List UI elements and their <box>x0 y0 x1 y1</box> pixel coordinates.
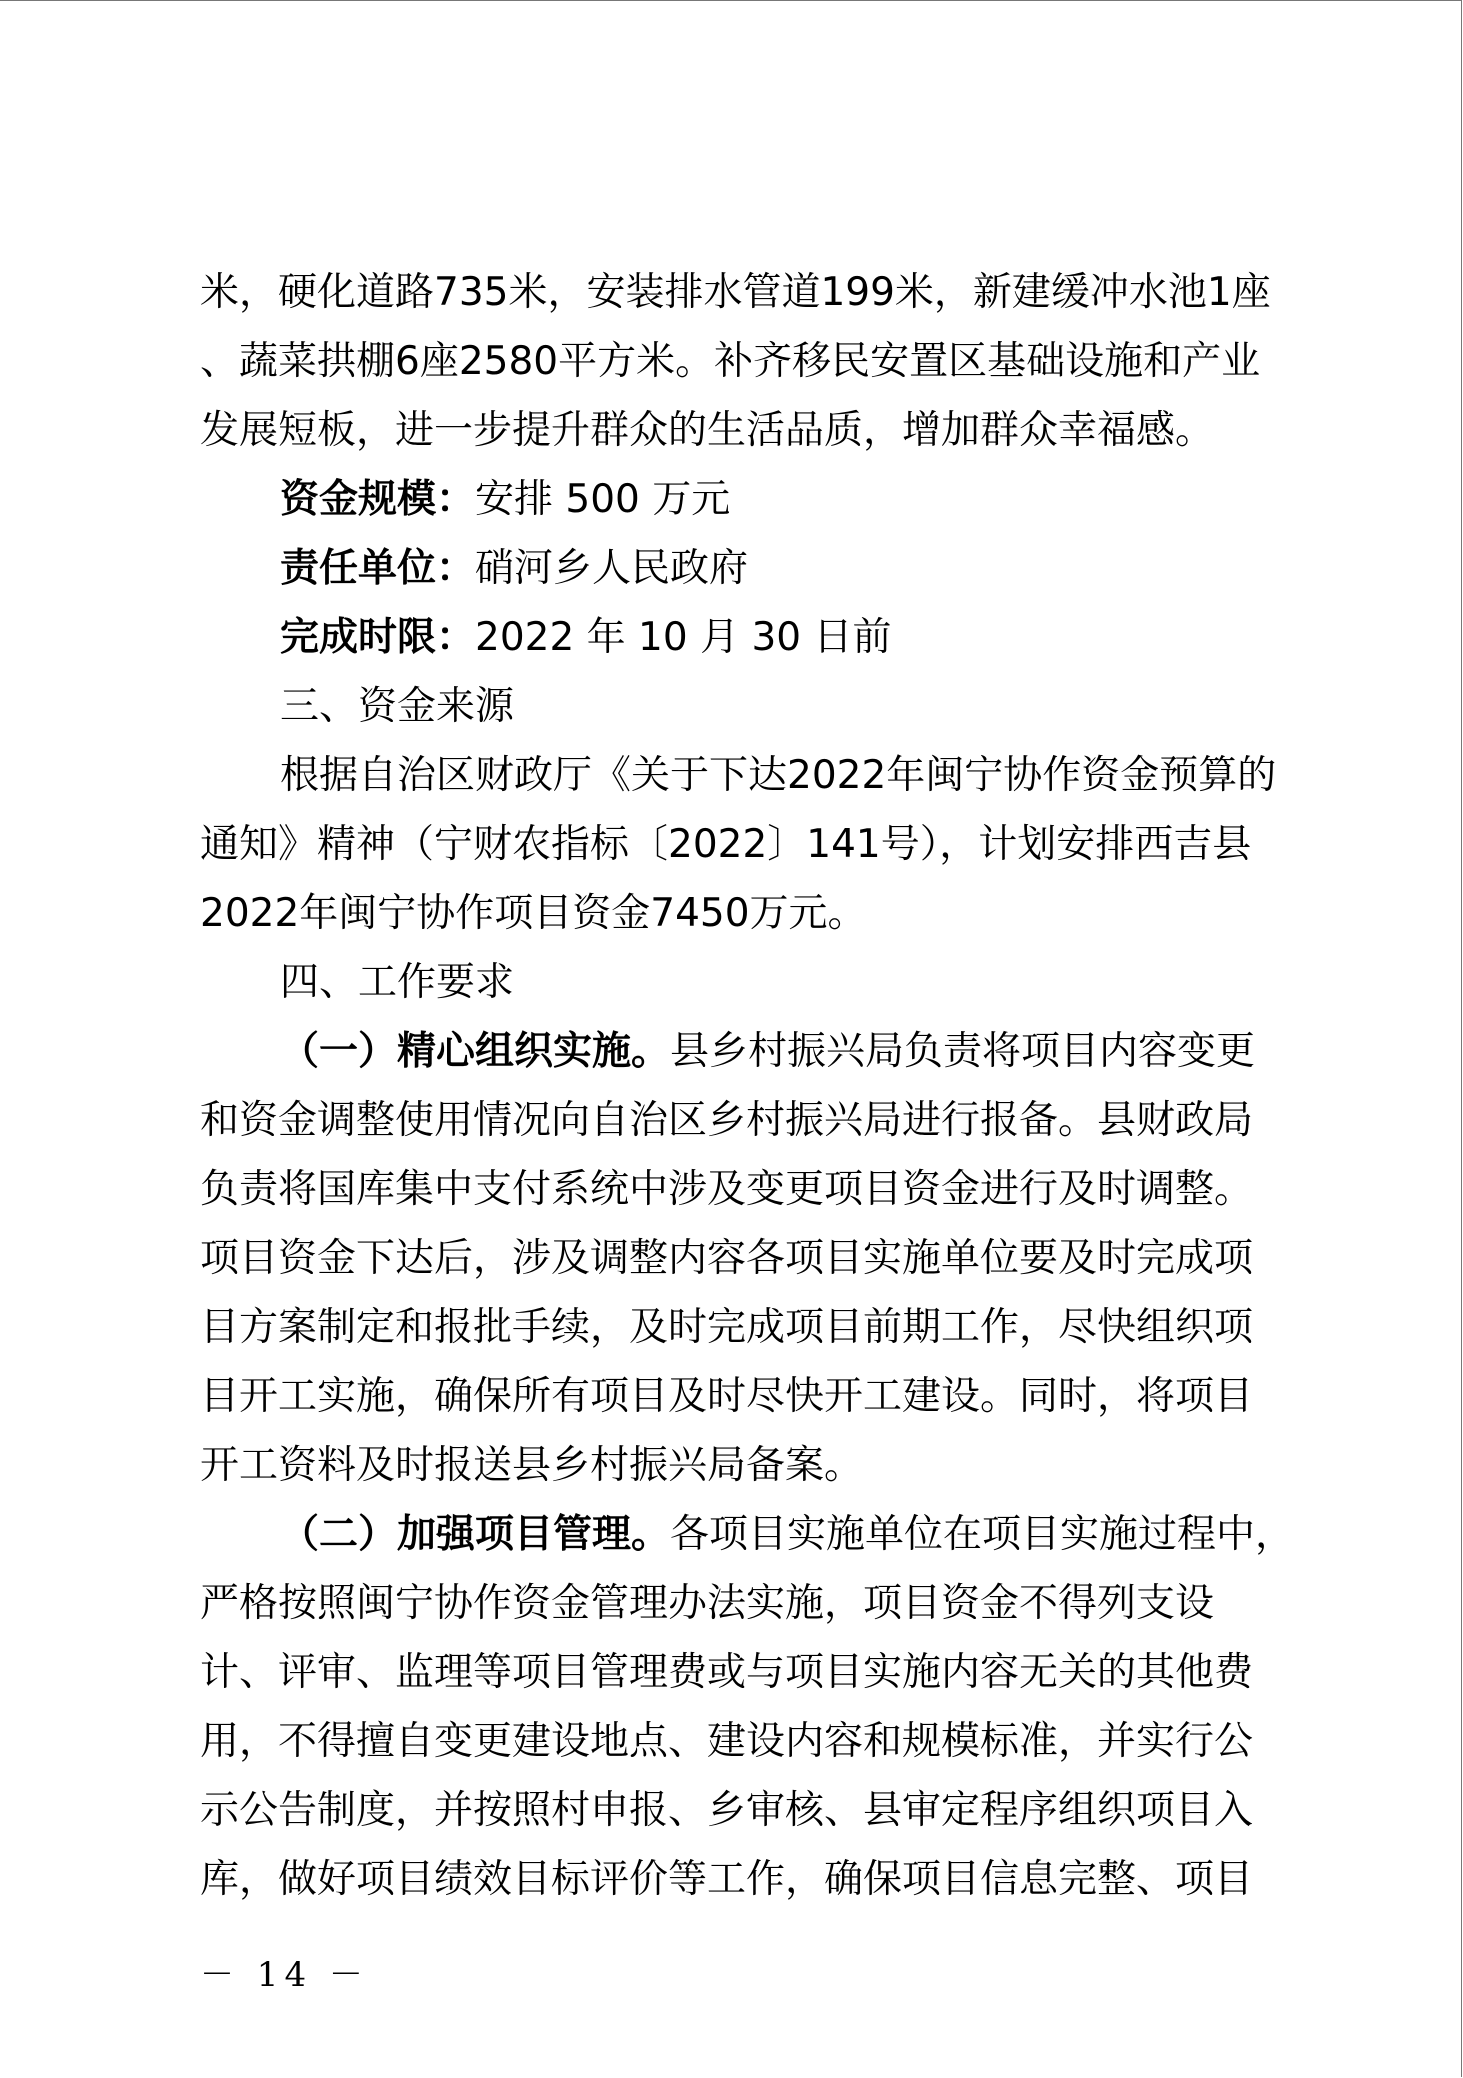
text-line: 示公告制度，并按照村申报、乡审核、县审定程序组织项目入 <box>200 1788 1254 1833</box>
section-heading-work-requirements: 四、工作要求 <box>280 960 515 1005</box>
text-line: 2022年闽宁协作项目资金7450万元。 <box>200 891 867 936</box>
item1-title: （一）精心组织实施。 <box>280 1029 671 1074</box>
text-line: 项目资金下达后，涉及调整内容各项目实施单位要及时完成项 <box>200 1236 1254 1281</box>
text-line: 发展短板，进一步提升群众的生活品质，增加群众幸福感。 <box>200 408 1215 453</box>
item1-text: 县乡村振兴局负责将项目内容变更 <box>670 1029 1256 1074</box>
fund-scale-line <box>200 465 1270 534</box>
responsible-unit-value: 硝河乡人民政府 <box>475 546 749 591</box>
text-line: 根据自治区财政厅《关于下达2022年闽宁协作资金预算的 <box>280 753 1277 798</box>
text-line: 计、评审、监理等项目管理费或与项目实施内容无关的其他费 <box>200 1650 1254 1695</box>
item2-title: （二）加强项目管理。 <box>280 1512 671 1557</box>
deadline-value: 2022 年 10 月 30 日前 <box>475 615 892 660</box>
text-line: 目方案制定和报批手续，及时完成项目前期工作，尽快组织项 <box>200 1305 1254 1350</box>
item2-first-line <box>200 1500 1295 1569</box>
text-line: 米，硬化道路735米，安装排水管道199米，新建缓冲水池1座 <box>200 270 1271 315</box>
responsible-unit-label: 责任单位： <box>280 546 476 591</box>
fund-scale-label: 资金规模： <box>280 477 476 522</box>
section-heading-funding-source: 三、资金来源 <box>280 684 515 729</box>
text-line: 目开工实施，确保所有项目及时尽快开工建设。同时，将项目 <box>200 1374 1254 1419</box>
text-line: 严格按照闽宁协作资金管理办法实施，项目资金不得列支设 <box>200 1581 1215 1626</box>
deadline-label: 完成时限： <box>280 615 476 660</box>
item2-text: 各项目实施单位在项目实施过程中， <box>670 1512 1295 1557</box>
item1-first-line <box>200 1017 1270 1086</box>
fund-scale-value: 安排 500 万元 <box>475 477 731 522</box>
deadline-line <box>200 603 1270 672</box>
text-line: 通知》精神（宁财农指标〔2022〕141号），计划安排西吉县 <box>200 822 1252 867</box>
page-number: － 14 － <box>200 1955 369 1995</box>
text-line: 库，做好项目绩效目标评价等工作，确保项目信息完整、项目 <box>200 1857 1254 1902</box>
text-line: 用，不得擅自变更建设地点、建设内容和规模标准，并实行公 <box>200 1719 1254 1764</box>
text-line: 开工资料及时报送县乡村振兴局备案。 <box>200 1443 864 1488</box>
document-body <box>200 258 1295 1914</box>
text-line: 和资金调整使用情况向自治区乡村振兴局进行报备。县财政局 <box>200 1098 1254 1143</box>
text-line: 、蔬菜拱棚6座2580平方米。补齐移民安置区基础设施和产业 <box>200 339 1261 384</box>
responsible-unit-line <box>200 534 1270 603</box>
text-line: 负责将国库集中支付系统中涉及变更项目资金进行及时调整。 <box>200 1167 1254 1212</box>
